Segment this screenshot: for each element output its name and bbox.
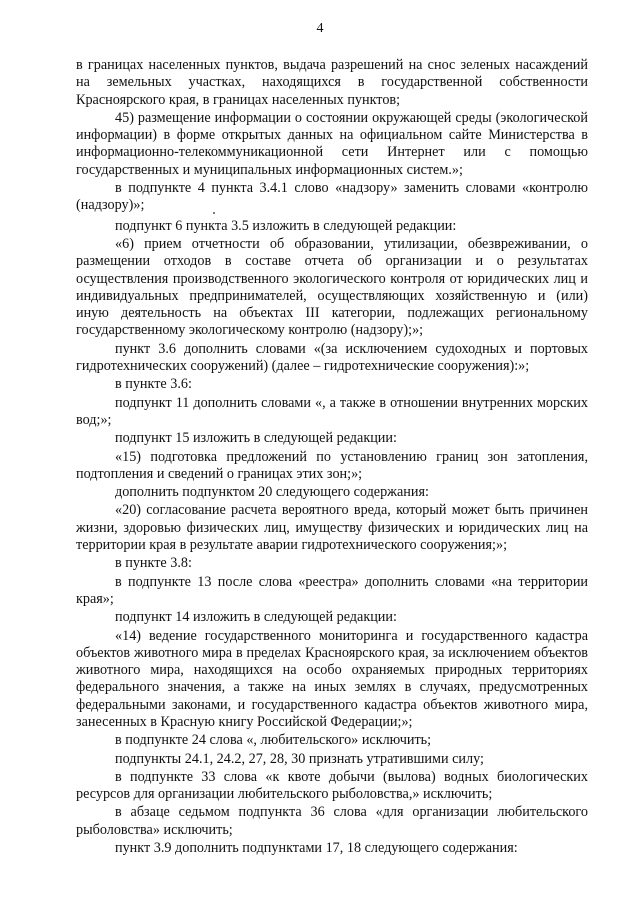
paragraph-quote: «15) подготовка предложений по установлению границ зон затопления, подтопления и сведений о границах этих зон;»; xyxy=(76,448,588,482)
paragraph-amendment: в подпункте 4 пункта 3.4.1 слово «надзору» заменить словами «контролю (надзору)»; xyxy=(76,180,588,214)
page-number: 4 xyxy=(316,21,324,36)
paragraph-quote: «20) согласование расчета вероятного вреда, который может быть причинен жизни, здоровью физических лиц, имуществу физических и юридических лиц на территории края в результате аварии гидротехнического сооружения;»; xyxy=(76,502,588,554)
paragraph-amendment: подпункты 24.1, 24.2, 27, 28, 30 признать утратившими силу; xyxy=(115,750,484,767)
paragraph-amendment: пункт 3.9 дополнить подпунктами 17, 18 следующего содержания: xyxy=(115,840,518,857)
paragraph-amendment: дополнить подпунктом 20 следующего содержания: xyxy=(115,484,429,501)
paragraph-amendment: подпункт 14 изложить в следующей редакции: xyxy=(115,609,397,626)
paragraph-item-45: 45) размещение информации о состоянии окружающей среды (экологической информации) в форме открытых данных на официальном сайте Министерства в информационно-телекоммуникационной сети Интернет или с помощью государственных и муниципальных информационных систем.»; xyxy=(76,109,588,178)
paragraph-amendment: в абзаце седьмом подпункта 36 слова «для организации любительского рыболовства» исключить; xyxy=(76,804,588,838)
paragraph-quote: «14) ведение государственного мониторинга и государственного кадастра объектов животного мира в пределах Красноярского края, за исключением объектов животного мира, находящихся на особо охраняемых природных территориях федерального значения, а также на иных землях в случаях, предусмотренных федеральными законами, и государственного кадастра объектов животного мира, занесенных в Красную книгу Российской Федерации;»; xyxy=(76,627,588,730)
paragraph-amendment: в подпункте 24 слова «, любительского» исключить; xyxy=(115,732,432,749)
paragraph-amendment: в подпункте 13 после слова «реестра» дополнить словами «на территории края»; xyxy=(76,573,588,607)
paragraph-amendment: в пункте 3.6: xyxy=(115,376,192,393)
paragraph-quote: «6) прием отчетности об образовании, утилизации, обезвреживании, о размещении отходов в составе отчета об организации и о результатах осуществления производственного экологического контроля от юридических лиц и индивидуальных предпринимателей, осуществляющих хозяйственную и (или) иную деятельность на объектах III категории, подлежащих региональному государственному экологическому контролю (надзору);»; xyxy=(76,235,588,339)
paragraph-amendment: подпункт 11 дополнить словами «, а также в отношении внутренних морских вод;»; xyxy=(76,394,588,428)
paragraph-amendment: в подпункте 33 слова «к квоте добычи (вылова) водных биологических ресурсов для организации любительского рыболовства,» исключить; xyxy=(76,768,588,803)
paragraph-amendment: подпункт 15 изложить в следующей редакции: xyxy=(115,430,397,447)
paragraph-amendment: подпункт 6 пункта 3.5 изложить в следующей редакции: xyxy=(115,217,457,234)
document-body xyxy=(76,57,588,857)
paragraph-amendment: в пункте 3.8: xyxy=(115,555,192,572)
paragraph-amendment: пункт 3.6 дополнить словами «(за исключением судоходных и портовых гидротехнических сооружений) (далее – гидротехнические сооружения):»; xyxy=(76,340,588,375)
paragraph-continuation: в границах населенных пунктов, выдача разрешений на снос зеленых насаждений на земельных участках, находящихся в государственной собственности Красноярского края, в границах населенных пунктов; xyxy=(76,57,588,108)
